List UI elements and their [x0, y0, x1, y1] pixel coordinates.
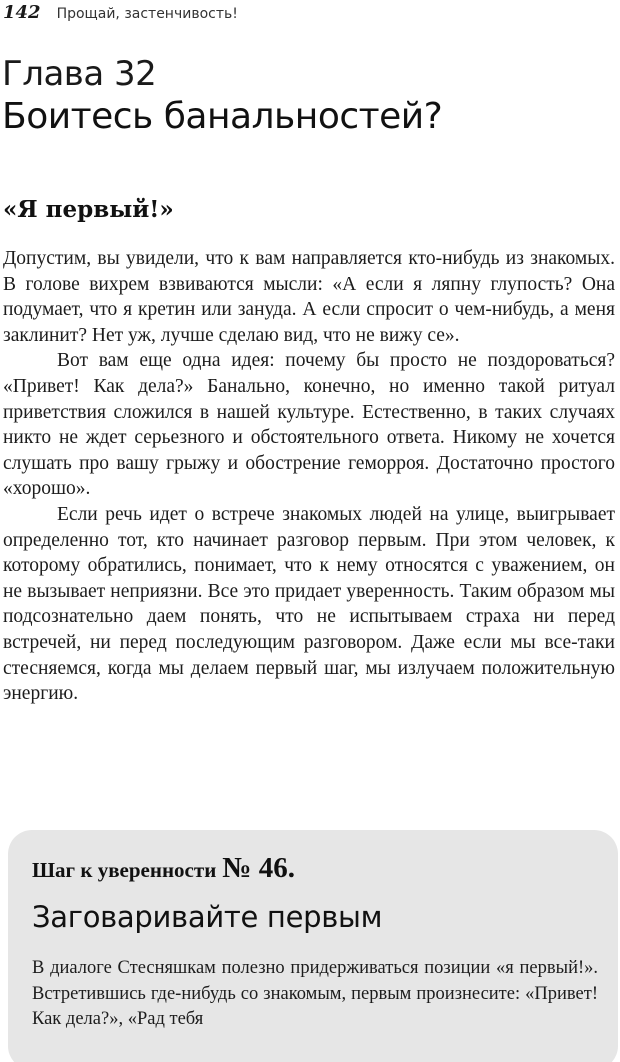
paragraph: Вот вам еще одна идея: почему бы просто не поздороваться? «Привет! Как дела?» Банально, конечно, но именно такой ритуал приветствия сложился в нашей культуре. Естественно, в таких случаях никто не ждет серьезного и обстоятельного ответа. Никому не хочется слушать про вашу грыжу и обострение геморроя. Достаточно простого «хорошо». — [3, 350, 615, 500]
page-number: 142 — [3, 2, 41, 23]
chapter-label: Глава 32 — [2, 54, 157, 94]
step-callout-box — [8, 830, 618, 1062]
body-text — [3, 246, 615, 707]
running-header — [3, 2, 238, 23]
step-heading — [32, 852, 295, 885]
section-title: «Я первый!» — [3, 196, 174, 223]
step-text: В диалоге Стесняшкам полезно придерживаться позиции «я первый!». Встретившись где-нибудь со знакомым, первым произнесите: «Привет! Как дела?», «Рад тебя — [32, 958, 598, 1029]
book-title: Прощай, застенчивость! — [56, 6, 238, 22]
paragraph: Если речь идет о встрече знакомых людей на улице, выигрывает определенно тот, кто начинает разговор первым. При этом человек, к которому обратились, понимает, что к нему относятся с уважением, он не вызывает неприязни. Все это придает уверенность. Таким образом мы подсознательно даем понять, что не испытываем страха ни перед встречей, ни перед последующим разговором. Даже если мы все-таки стесняемся, когда мы делаем первый шаг, мы излучаем положительную энергию. — [3, 503, 615, 705]
chapter-title: Боитесь банальностей? — [2, 96, 443, 137]
step-label: Шаг к уверенности — [32, 858, 217, 882]
step-title: Заговаривайте первым — [32, 900, 383, 934]
step-number: № 46. — [222, 852, 295, 884]
paragraph: Допустим, вы увидели, что к вам направляется кто-нибудь из знакомых. В голове вихрем взвиваются мысли: «А если я ляпну глупость? Она подумает, что я кретин или зануда. А если спросит о чем-нибудь, а меня заклинит? Нет уж, лучше сделаю вид, что не вижу се». — [3, 248, 615, 346]
